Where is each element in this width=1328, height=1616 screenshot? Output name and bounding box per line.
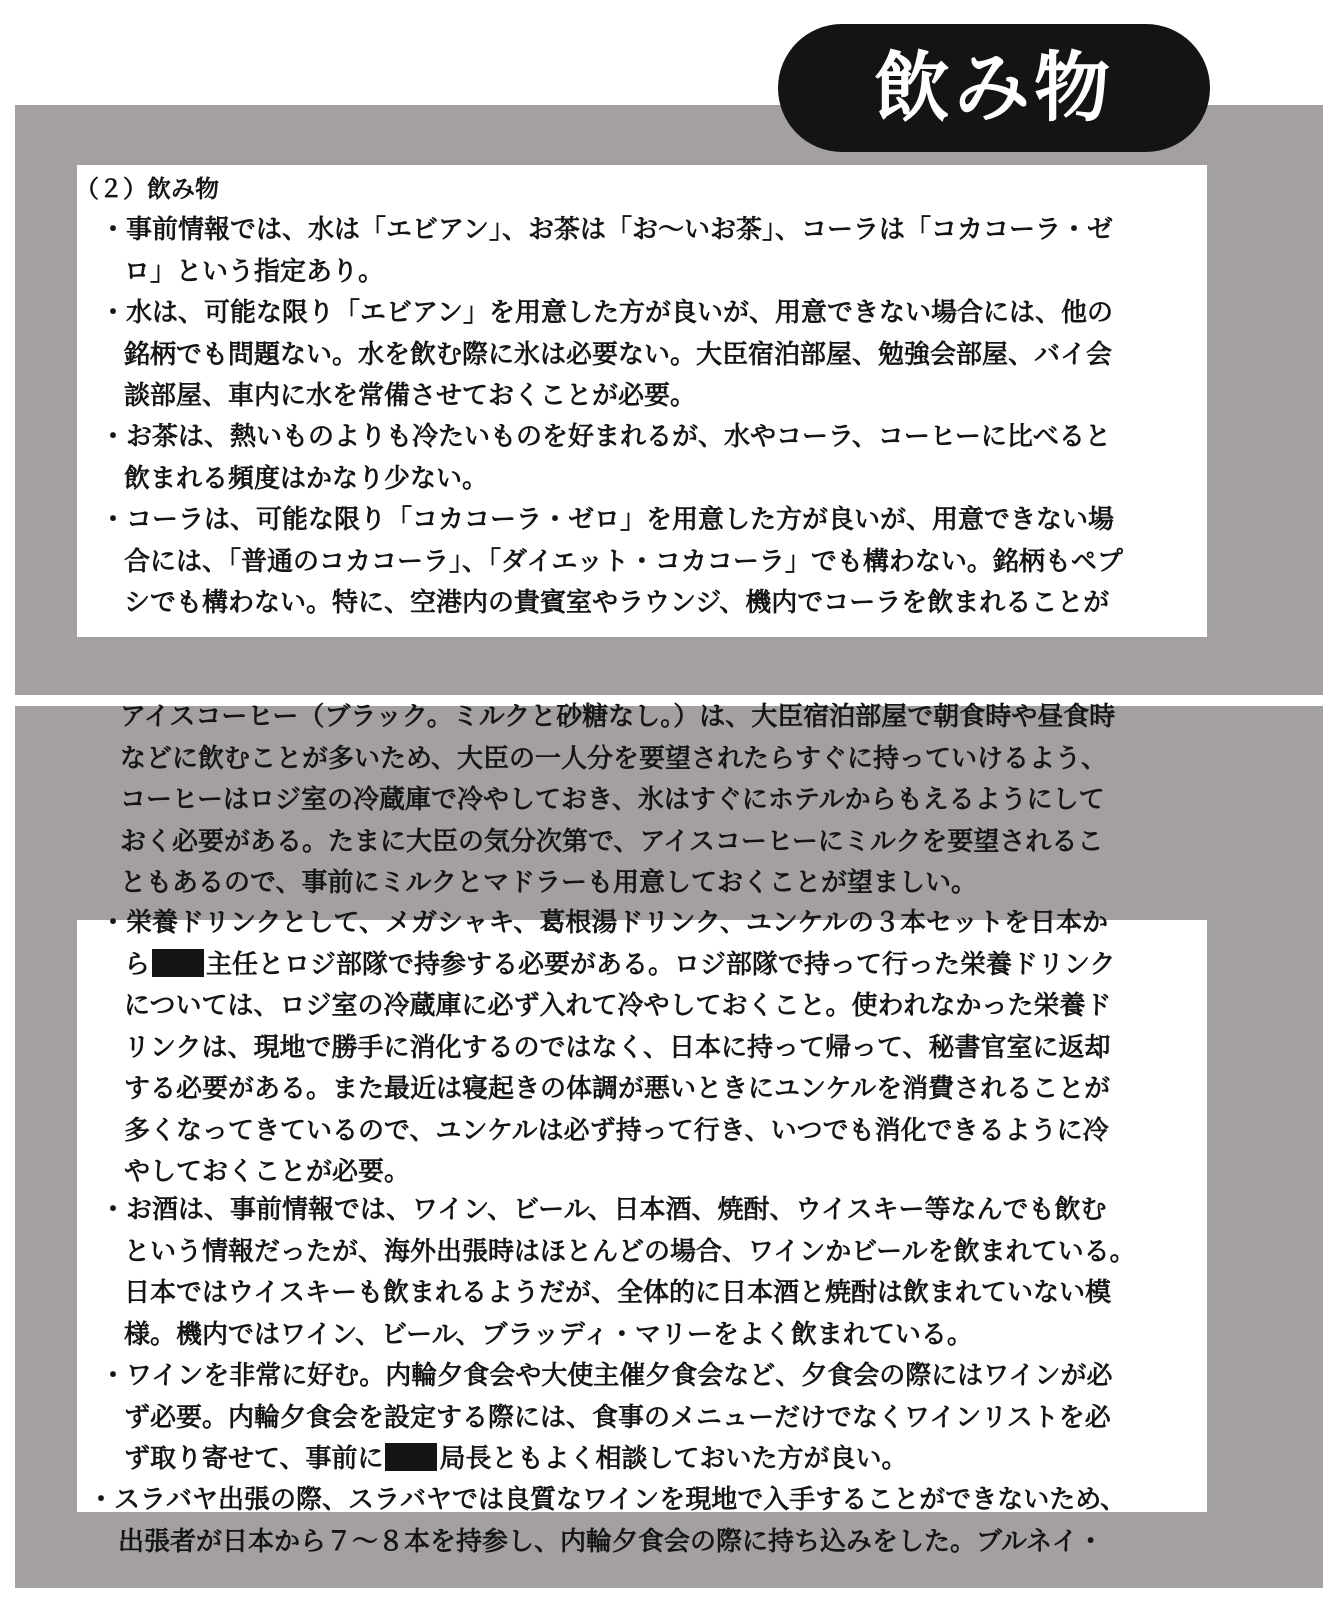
bullet-alcohol: [100, 1190, 1136, 1356]
text-line: ロ」という指定あり。: [124, 256, 385, 287]
text-line: 銘柄でも問題ない。水を飲む際に氷は必要ない。大臣宿泊部屋、勉強会部屋、バイ会: [124, 339, 1113, 370]
text-line: ・スラバヤ出張の際、スラバヤでは良質なワインを現地で入手することができないため、: [88, 1485, 1127, 1515]
text-line: する必要がある。また最近は寝起きの体調が悪いときにユンケルを消費されることが: [124, 1074, 1111, 1104]
text-line: やしておくことが必要。: [124, 1157, 411, 1187]
bullet-surabaya-line-1: [88, 1480, 1126, 1522]
text-line: については、ロジ室の冷蔵庫に必ず入れて冷やしておくこと。使われなかった栄養ド: [124, 991, 1112, 1021]
text-line: という情報だったが、海外出張時はほとんどの場合、ワインかビールを飲まれている。: [124, 1236, 1136, 1267]
title-badge-label: 飲み物: [874, 43, 1114, 132]
text-line: ・お茶は、熱いものよりも冷たいものを好まれるが、水やコーラ、コーヒーに比べると: [100, 422, 1111, 452]
bullet-wine: [100, 1356, 1112, 1481]
text-line: ・お酒は、事前情報では、ワイン、ビール、日本酒、焼酎、ウイスキー等なんでも飲む: [100, 1195, 1107, 1225]
text-line: 合には、「普通のコカコーラ」、「ダイエット・コカコーラ」でも構わない。銘柄もペプ: [124, 546, 1123, 577]
text-line: ・コーラは、可能な限り「コカコーラ・ゼロ」を用意した方が良いが、用意できない場: [100, 505, 1115, 535]
iced-coffee-paragraph: [120, 697, 1115, 905]
text-fragment: ら: [124, 949, 151, 980]
text-line: 出張者が日本から７～８本を持参し、内輪夕食会の際に持ち込みをした。ブルネイ・: [118, 1527, 1104, 1557]
bullet-water: [100, 293, 1113, 418]
text-line: リンクは、現地で勝手に消化するのではなく、日本に持って帰って、秘書官室に返却: [124, 1032, 1111, 1063]
text-line: 談部屋、車内に水を常備させておくことが必要。: [124, 381, 697, 411]
section-heading: （２）飲み物: [75, 175, 219, 203]
text-line: ・栄養ドリンクとして、メガシャキ、葛根湯ドリンク、ユンケルの３本セットを日本か: [100, 908, 1109, 938]
bullet-energy-drinks: [100, 903, 1116, 1194]
text-line: 日本ではウイスキーも飲まれるようだが、全体的に日本酒と焼酎は飲まれていない模: [124, 1278, 1111, 1308]
text-fragment: ず取り寄せて、事前に: [124, 1444, 384, 1474]
text-line: ・ワインを非常に好む。内輪夕食会や大使主催夕食会など、夕食会の際にはワインが必: [100, 1361, 1113, 1391]
bullet-tea: [100, 417, 1111, 500]
bullet-surabaya-line-2: [118, 1522, 1104, 1564]
text-line: [100, 1439, 1112, 1481]
text-line: ・水は、可能な限り「エビアン」を用意した方が良いが、用意できない場合には、他の: [100, 298, 1113, 328]
text-line: ・事前情報では、水は「エビアン」、お茶は「お～いお茶」、コーラは「コカコーラ・ゼ: [100, 215, 1113, 245]
text-line: コーヒーはロジ室の冷蔵庫で冷やしておき、氷はすぐにホテルからもえるようにして: [120, 785, 1105, 815]
redaction-block: [152, 949, 204, 977]
text-line: などに飲むことが多いため、大臣の一人分を要望されたらすぐに持っていけるよう、: [120, 743, 1107, 774]
text-line: [100, 945, 1116, 987]
text-line: 多くなってきているので、ユンケルは必ず持って行き、いつでも消化できるように冷: [124, 1115, 1109, 1146]
bullet-bottled-water-tea-cola: [100, 210, 1113, 293]
text-line: アイスコーヒー（ブラック。ミルクと砂糖なし。）は、大臣宿泊部屋で朝食時や昼食時: [120, 702, 1116, 732]
text-line: おく必要がある。たまに大臣の気分次第で、アイスコーヒーにミルクを要望されるこ: [120, 826, 1104, 857]
text-line: 飲まれる頻度はかなり少ない。: [124, 463, 489, 494]
text-line: シでも構わない。特に、空港内の貴賓室やラウンジ、機内でコーラを飲まれることが: [124, 588, 1110, 618]
text-line: ず必要。内輪夕食会を設定する際には、食事のメニューだけでなくワインリストを必: [124, 1402, 1111, 1433]
title-badge: [778, 24, 1210, 152]
bottom-white-margin: [0, 1588, 1328, 1616]
text-fragment: 局長ともよく相談しておいた方が良い。: [439, 1444, 908, 1474]
redaction-block: [385, 1443, 437, 1471]
bullet-cola: [100, 500, 1123, 625]
text-line: ともあるので、事前にミルクとマドラーも用意しておくことが望ましい。: [120, 868, 977, 898]
text-fragment: 主任とロジ部隊で持参する必要がある。ロジ部隊で持って行った栄養ドリンク: [206, 949, 1116, 980]
text-line: 様。機内ではワイン、ビール、ブラッディ・マリーをよく飲まれている。: [124, 1319, 973, 1350]
